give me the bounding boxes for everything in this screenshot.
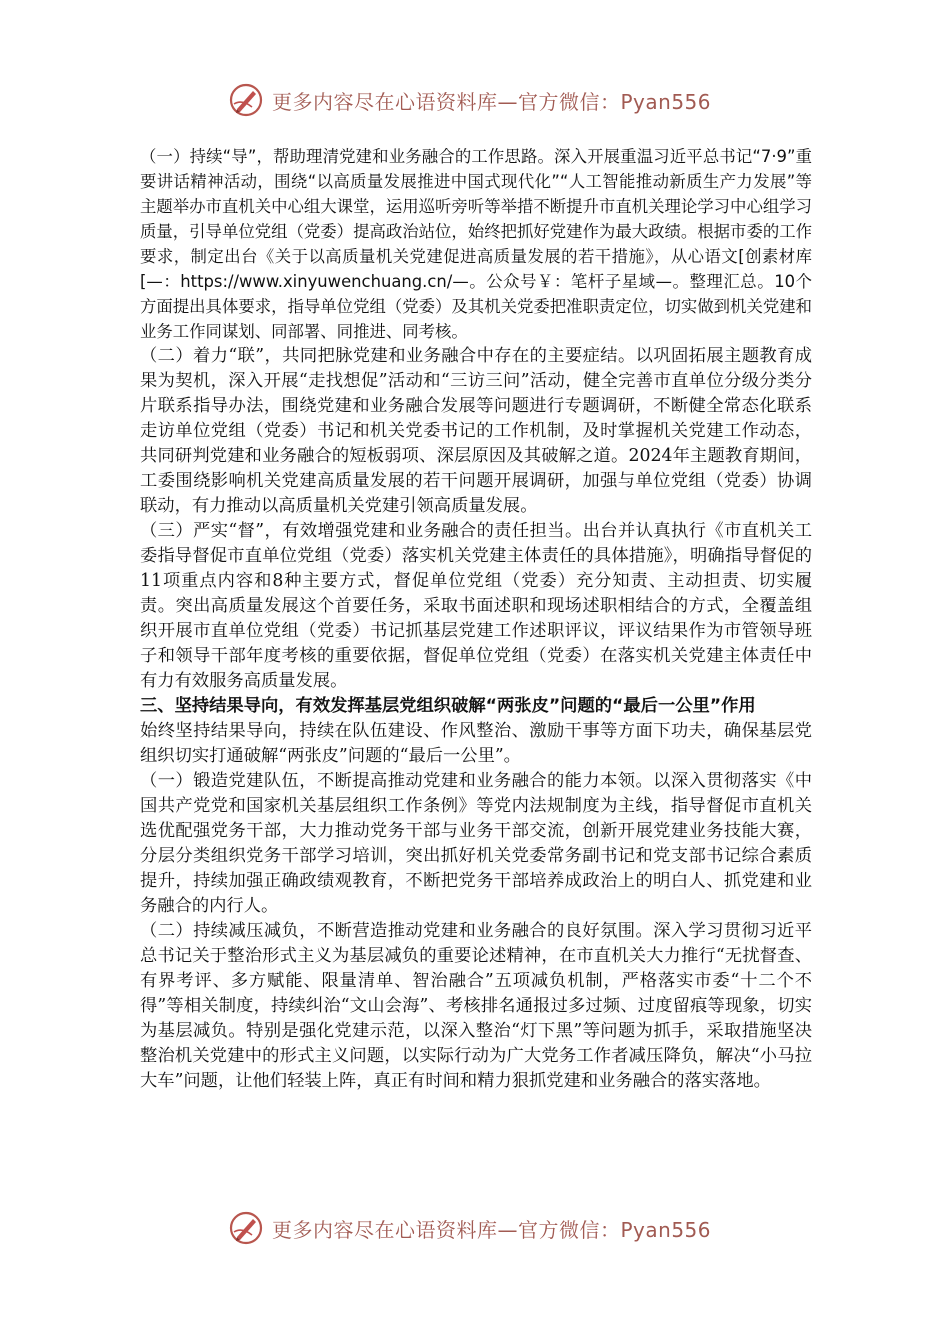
- pen-logo-icon: [228, 82, 264, 118]
- paragraph-link: （二）着力“联”，共同把脉党建和业务融合中存在的主要症结。以巩固拓展主题教育成果为契机，深入开展“走找想促”活动和“三访三问”活动，健全完善市直单位分级分类分片联系指导办法，围绕党建和业务融合发展等问题进行专题调研，不断健全常态化联系走访单位党组（党委）书记和机关党委书记的工作机制，及时掌握机关党建工作动态，共同研判党建和业务融合的短板弱项、深层原因及其破解之道。2024年主题教育期间，工委围绕影响机关党建高质量发展的若干问题开展调研，加强与单位党组（党委）协调联动，有力推动以高质量机关党建引领高质量发展。: [140, 346, 812, 516]
- paragraph-section-intro: 始终坚持结果导向，持续在队伍建设、作风整治、激励干事等方面下功夫，确保基层党组织切实打通破解“两张皮”问题的“最后一公里”。: [140, 721, 812, 766]
- paragraph-supervise: （三）严实“督”，有效增强党建和业务融合的责任担当。出台并认真执行《市直机关工委指导督促市直单位党组（党委）落实机关党建主体责任的具体措施》，明确指导督促的11项重点内容和8种主要方式，督促单位党组（党委）充分知责、主动担责、切实履责。突出高质量发展这个首要任务，采取书面述职和现场述职相结合的方式，全覆盖组织开展市直单位党组（党委）书记抓基层党建工作述职评议，评议结果作为市管领导班子和领导干部年度考核的重要依据，督促单位党组（党委）在落实机关党建主体责任中有力有效服务高质量发展。: [140, 521, 812, 691]
- paragraph-team-building: （一）锻造党建队伍，不断提高推动党建和业务融合的能力本领。以深入贯彻落实《中国共产党党和国家机关基层组织工作条例》等党内法规制度为主线，指导督促市直机关选优配强党务干部，大力推动党务干部与业务干部交流，创新开展党建业务技能大赛，分层分类组织党务干部学习培训，突出抓好机关党委常务副书记和党支部书记综合素质提升，持续加强正确政绩观教育，不断把党务干部培养成政治上的明白人、抓党建和业务融合的内行人。: [140, 771, 812, 916]
- watermark-banner-bottom: [228, 1208, 728, 1248]
- watermark-text: 更多内容尽在心语资料库—官方微信：Pyan556: [272, 89, 712, 114]
- paragraph-guide: （一）持续“导”，帮助理清党建和业务融合的工作思路。深入开展重温习近平总书记“7·9”重要讲话精神活动，围绕“以高质量发展推进中国式现代化”“人工智能推动新质生产力发展”等主题举办市直机关中心组大课堂，运用巡听旁听等举措不断提升市直机关理论学习中心组学习质量，引导单位党组（党委）提高政治站位，始终把抓好党建作为最大政绩。根据市委的工作要求，制定出台《关于以高质量机关党建促进高质量发展的若干措施》，从心语文[创素材库[—：https://www.xinyuwenchuang.cn/—。公众号￥：笔杆子星域—。整理汇总。10个方面提出具体要求，指导单位党组（党委）及其机关党委把准职责定位，切实做到机关党建和业务工作同谋划、同部署、同推进、同考核。: [140, 147, 813, 341]
- watermark-banner-top: [228, 80, 728, 120]
- document-body: [140, 144, 812, 1094]
- watermark-text: 更多内容尽在心语资料库—官方微信：Pyan556: [272, 1217, 712, 1242]
- paragraph-burden-reduction: （二）持续减压减负，不断营造推动党建和业务融合的良好氛围。深入学习贯彻习近平总书记关于整治形式主义为基层减负的重要论述精神，在市直机关大力推行“无扰督查、有界考评、多方赋能、限量清单、智治融合”五项减负机制，严格落实市委“十二个不得”等相关制度，持续纠治“文山会海”、考核排名通报过多过频、过度留痕等现象，切实为基层减负。特别是强化党建示范，以深入整治“灯下黑”等问题为抓手，采取措施坚决整治机关党建中的形式主义问题，以实际行动为广大党务工作者减压降负，解决“小马拉大车”问题，让他们轻装上阵，真正有时间和精力狠抓党建和业务融合的落实落地。: [140, 921, 812, 1091]
- pen-logo-icon: [228, 1210, 264, 1246]
- section-heading-3: 三、坚持结果导向，有效发挥基层党组织破解“两张皮”问题的“最后一公里”作用: [140, 696, 756, 716]
